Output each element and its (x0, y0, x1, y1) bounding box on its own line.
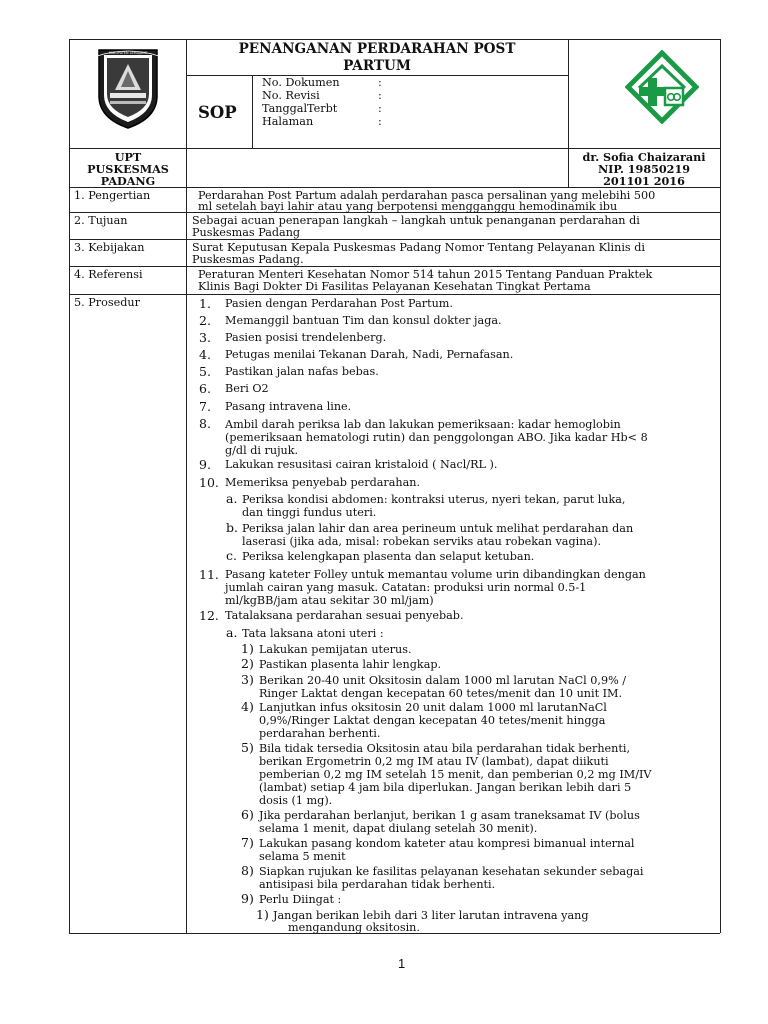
signer-nip-line-2: 201101 2016 (603, 174, 685, 188)
procedure-text: Memeriksa penyebab perdarahan. (225, 476, 421, 489)
meta-label-dokumen: No. Dokumen (262, 76, 340, 89)
district-emblem-logo (95, 44, 161, 130)
procedure-text: antisipasi bila perdarahan tidak berhenti. (259, 878, 496, 891)
procedure-text: selama 5 menit (259, 850, 346, 863)
procedure-text: Pastikan plasenta lahir lengkap. (259, 658, 442, 671)
sop-label: SOP (198, 103, 237, 122)
procedure-num: 1) (241, 641, 254, 656)
meta-sep-revisi: : (378, 89, 382, 102)
procedure-text: Bila tidak tersedia Oksitosin atau bila perdarahan tidak berhenti, (259, 742, 631, 755)
procedure-text: Siapkan rujukan ke fasilitas pelayanan kesehatan sekunder sebagai (259, 865, 644, 878)
procedure-text: Memanggil bantuan Tim dan konsul dokter jaga. (225, 314, 502, 327)
table-border-top (69, 39, 720, 40)
section-text-pengertian-1: Perdarahan Post Partum adalah perdarahan pasca persalinan yang melebihi 500 (198, 189, 656, 202)
procedure-text: Tata laksana atoni uteri : (242, 627, 384, 640)
section-label-referensi: 4. Referensi (74, 268, 143, 281)
procedure-text: selama 1 menit, dapat diulang setelah 30 menit). (259, 822, 538, 835)
emblem-caption: KABUPATEN LEMAJANG (108, 51, 148, 55)
procedure-text: Jangan berikan lebih dari 3 liter larutan intravena yang (273, 909, 589, 922)
procedure-text: Pasang kateter Folley untuk memantau volume urin dibandingkan dengan (225, 568, 646, 581)
procedure-text: jumlah cairan yang masuk. Catatan: produksi urin normal 0.5-1 (225, 581, 587, 594)
document-title-line-1: PENANGANAN PERDARAHAN POST (238, 41, 516, 57)
procedure-num: c. (226, 548, 237, 563)
section-text-referensi-2: Klinis Bagi Dokter Di Fasilitas Pelayanan Kesehatan Tingkat Pertama (198, 280, 591, 293)
page-number: 1 (398, 956, 406, 971)
section-text-pengertian-2: ml setelah bayi lahir atau yang berpotensi mengganggu hemodinamik ibu (198, 200, 618, 213)
section-label-pengertian: 1. Pengertian (74, 189, 151, 202)
meta-label-halaman: Halaman (262, 115, 314, 128)
unit-name-line-3: PADANG (100, 174, 156, 188)
procedure-text: perdarahan berhenti. (259, 727, 381, 740)
procedure-text: Periksa kelengkapan plasenta dan selaput ketuban. (242, 550, 535, 563)
section-line-3 (69, 239, 720, 240)
section-text-referensi-1: Peraturan Menteri Kesehatan Nomor 514 tahun 2015 Tentang Panduan Praktek (198, 268, 653, 281)
procedure-num: 9. (199, 457, 211, 472)
section-label-tujuan: 2. Tujuan (74, 214, 128, 227)
procedure-text: Ringer Laktat dengan kecepatan 60 tetes/menit dan 10 unit IM. (259, 687, 623, 700)
procedure-num: b. (226, 520, 238, 535)
procedure-text: Pasien posisi trendelenberg. (225, 331, 387, 344)
procedure-num: 5) (241, 740, 254, 755)
procedure-text: mengandung oksitosin. (288, 921, 420, 934)
procedure-num: 7) (241, 835, 254, 850)
procedure-num: 6) (241, 807, 254, 822)
procedure-text: Pastikan jalan nafas bebas. (225, 365, 379, 378)
header-divider-left (186, 39, 187, 187)
procedure-text: Lakukan pasang kondom kateter atau kompresi bimanual internal (259, 837, 635, 850)
section-line-5 (69, 294, 720, 295)
procedure-text: ml/kgBB/jam atau sekitar 30 ml/jam) (225, 594, 434, 607)
procedure-num: a. (226, 625, 238, 640)
header-divider-right (568, 39, 569, 187)
procedure-num: 9) (241, 891, 254, 906)
procedure-text: g/dl di rujuk. (225, 444, 299, 457)
procedure-num: 7. (199, 399, 211, 414)
meta-sep-tanggal: : (378, 102, 382, 115)
procedure-num: 11. (199, 567, 219, 582)
procedure-text: Berikan 20-40 unit Oksitosin dalam 1000 ml larutan NaCl 0,9% / (259, 674, 627, 687)
procedure-num: 5. (199, 364, 211, 379)
procedure-text: Periksa kondisi abdomen: kontraksi uterus, nyeri tekan, parut luka, (242, 493, 626, 506)
puskesmas-logo (625, 50, 699, 124)
document-title-line-2: PARTUM (343, 58, 411, 74)
procedure-num: 1. (199, 296, 211, 311)
procedure-text: Perlu Diingat : (259, 893, 342, 906)
meta-sep-dokumen: : (378, 76, 382, 89)
label-column-divider (186, 187, 187, 933)
meta-label-revisi: No. Revisi (262, 89, 320, 102)
procedure-num: 6. (199, 381, 211, 396)
procedure-num: 3) (241, 672, 254, 687)
procedure-text: (lambat) setiap 4 jam bila diperlukan. Jangan berikan lebih dari 5 (259, 781, 632, 794)
unit-name-line-1: UPT (114, 150, 142, 164)
section-text-tujuan-2: Puskesmas Padang (192, 226, 301, 239)
procedure-text: Ambil darah periksa lab dan lakukan pemeriksaan: kadar hemoglobin (225, 418, 621, 431)
procedure-text: Tatalaksana perdarahan sesuai penyebab. (225, 609, 464, 622)
procedure-text: 0,9%/Ringer Laktat dengan kecepatan 40 tetes/menit hingga (259, 714, 606, 727)
procedure-text: laserasi (jika ada, misal: robekan serviks atau robekan vagina). (242, 535, 601, 548)
procedure-num: 3. (199, 330, 211, 345)
procedure-text: dan tinggi fundus uteri. (242, 506, 377, 519)
procedure-text: pemberian 0,2 mg IM setelah 15 menit, dan pemberian 0,2 mg IM/IV (259, 768, 652, 781)
procedure-num: 4. (199, 347, 211, 362)
procedure-text: dosis (1 mg). (259, 794, 333, 807)
table-border-right (720, 39, 721, 933)
procedure-num: 12. (199, 608, 219, 623)
section-text-kebijakan-2: Puskesmas Padang. (192, 253, 304, 266)
procedure-text: Lakukan pemijatan uterus. (259, 643, 412, 656)
sop-divider (252, 75, 253, 148)
signer-nip-line-1: NIP. 19850219 (597, 162, 691, 176)
procedure-text: (pemeriksaan hematologi rutin) dan penggolongan ABO. Jika kadar Hb< 8 (225, 431, 648, 444)
procedure-text: Pasien dengan Perdarahan Post Partum. (225, 297, 453, 310)
section-line-4 (69, 266, 720, 267)
procedure-num: 10. (199, 475, 219, 490)
procedure-num: 2. (199, 313, 211, 328)
procedure-num: 8. (199, 416, 211, 431)
section-label-prosedur: 5. Prosedur (74, 296, 140, 309)
procedure-text: Beri O2 (225, 382, 269, 395)
procedure-text: Pasang intravena line. (225, 400, 352, 413)
header-row-line (69, 148, 720, 149)
section-text-tujuan-1: Sebagai acuan penerapan langkah – langkah untuk penanganan perdarahan di (192, 214, 640, 227)
procedure-num: 8) (241, 863, 254, 878)
procedure-text: berikan Ergometrin 0,2 mg IM atau IV (lambat), dapat diikuti (259, 755, 609, 768)
procedure-text: Lanjutkan infus oksitosin 20 unit dalam 1000 ml larutanNaCl (259, 701, 607, 714)
procedure-num: 1) (256, 907, 269, 922)
procedure-text: Jika perdarahan berlanjut, berikan 1 g asam traneksamat IV (bolus (259, 809, 640, 822)
procedure-num: 4) (241, 699, 254, 714)
procedure-num: a. (226, 491, 238, 506)
title-underline (186, 75, 568, 76)
section-label-kebijakan: 3. Kebijakan (74, 241, 145, 254)
procedure-text: Lakukan resusitasi cairan kristaloid ( Nacl/RL ). (225, 458, 498, 471)
procedure-text: Petugas menilai Tekanan Darah, Nadi, Pernafasan. (225, 348, 514, 361)
signer-name: dr. Sofia Chaizarani (582, 150, 706, 164)
meta-label-tanggal: TanggalTerbt (262, 102, 338, 115)
procedure-text: Periksa jalan lahir dan area perineum untuk melihat perdarahan dan (242, 522, 634, 535)
meta-sep-halaman: : (378, 115, 382, 128)
unit-name-line-2: PUSKESMAS (87, 162, 169, 176)
section-text-kebijakan-1: Surat Keputusan Kepala Puskesmas Padang Nomor Tentang Pelayanan Klinis di (192, 241, 645, 254)
procedure-num: 2) (241, 656, 254, 671)
